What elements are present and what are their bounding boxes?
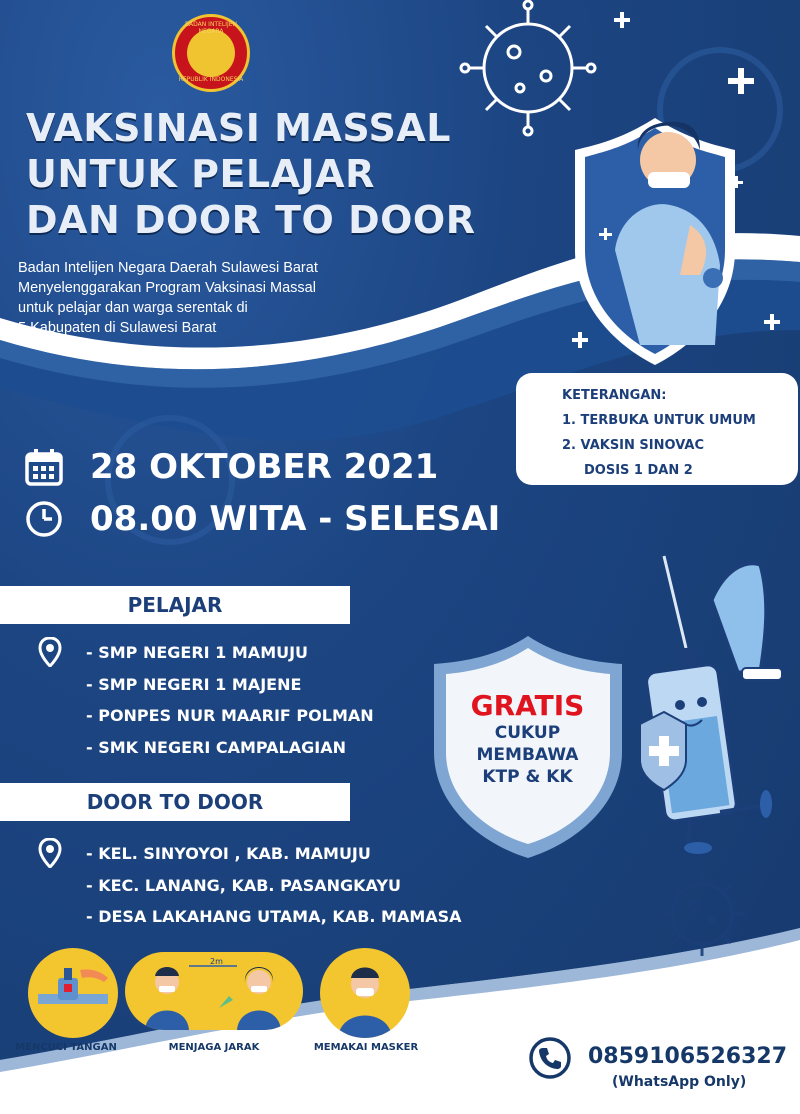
gratis-badge [440,690,615,788]
calendar-icon [22,445,66,489]
poster-subtitle [18,258,438,338]
door-to-door-list [86,838,462,933]
list-item: - KEC. LANANG, KAB. PASANGKAYU [86,875,401,895]
pelajar-heading: PELAJAR [0,586,350,624]
event-time: 08.00 WITA - SELESAI [90,499,501,539]
gratis-title: GRATIS [470,689,585,722]
location-pin-icon [38,637,62,667]
list-item: - KEL. SINYOYOI , KAB. MAMUJU [86,844,371,863]
title-line-1: VAKSINASI MASSAL [26,106,452,150]
caption-wash: MENCUCI TANGAN [15,1042,117,1053]
list-item: - SMK NEGERI CAMPALAGIAN [86,737,346,757]
gratis-line-2: MEMBAWA [476,745,579,765]
clock-icon [22,497,66,541]
subtitle-line-1: Badan Intelijen Negara Daerah Sulawesi Barat [18,260,318,276]
title-line-3: DAN DOOR TO DOOR [26,198,476,242]
event-date: 28 OKTOBER 2021 [90,447,439,487]
event-time-row [22,497,500,541]
keterangan-item-1: 1. TERBUKA UNTUK UMUM [562,413,756,428]
caption-mask: MEMAKAI MASKER [313,1042,419,1053]
door-to-door-heading: DOOR TO DOOR [0,783,350,821]
distance-label: 2m [210,957,223,966]
list-item: - DESA LAKAHANG UTAMA, KAB. MAMASA [86,907,462,926]
keterangan-heading: KETERANGAN: [562,388,667,403]
list-item: - SMP NEGERI 1 MAJENE [86,674,302,694]
subtitle-line-2: Menyelenggarakan Program Vaksinasi Massal [18,280,316,296]
subtitle-line-3: untuk pelajar dan warga serentak di [18,300,248,316]
contact-note: (WhatsApp Only) [612,1074,747,1090]
location-pin-icon [38,838,62,868]
gratis-line-3: KTP & KK [482,767,573,787]
list-item: - PONPES NUR MAARIF POLMAN [86,706,374,725]
contact-phone[interactable]: 0859106526327 [588,1044,787,1069]
poster-title [26,105,476,243]
event-date-row [22,445,438,489]
emblem-center [187,29,235,77]
list-item: - SMP NEGERI 1 MAMUJU [86,643,309,662]
title-line-2: UNTUK PELAJAR [26,152,375,196]
gratis-line-1: CUKUP [494,723,561,743]
phone-icon [528,1036,572,1080]
keterangan-item-2-detail: DOSIS 1 DAN 2 [584,463,693,478]
hand-wash-illustration [28,948,118,1038]
bin-emblem-logo: BADAN INTELIJEN NEGARA REPUBLIK INDONESIA [172,14,250,92]
keterangan-item-2: 2. VAKSIN SINOVAC [562,438,704,453]
subtitle-line-4: 5 Kabupaten di Sulawesi Barat [18,320,217,336]
keterangan-box [516,373,798,485]
caption-distance: MENJAGA JARAK [168,1042,260,1053]
pelajar-list [86,637,374,763]
mask-illustration [320,948,410,1038]
